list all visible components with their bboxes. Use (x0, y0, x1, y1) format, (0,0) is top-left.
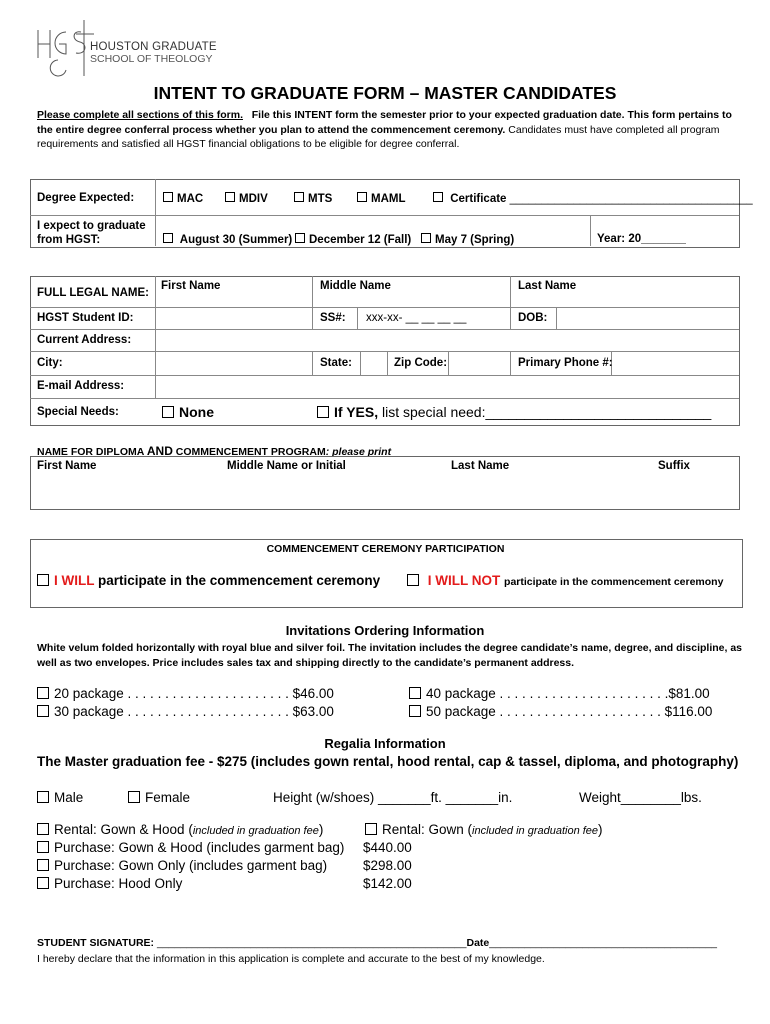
checkbox-icon[interactable] (37, 877, 49, 889)
checkbox-icon[interactable] (409, 687, 421, 699)
last-name-field[interactable]: Last Name (518, 280, 577, 292)
checkbox-icon[interactable] (357, 192, 367, 202)
purchase-gown-hood[interactable]: Purchase: Gown & Hood (includes garment bag) (37, 840, 344, 855)
package-40[interactable]: 40 package . . . . . . . . . . . . . . . . . . . . . . .$81.00 (409, 686, 710, 701)
intro-paragraph (37, 108, 732, 152)
graduation-label: I expect to graduate from HGST: (37, 220, 146, 246)
degree-option-mdiv[interactable]: MDIV (225, 192, 268, 205)
school-name-line2: SCHOOL OF THEOLOGY (90, 53, 213, 65)
checkbox-icon[interactable] (37, 841, 49, 853)
ss-label: SS#: (320, 312, 346, 324)
checkbox-icon[interactable] (37, 823, 49, 835)
student-id-label: HGST Student ID: (37, 312, 134, 324)
special-needs-yes[interactable]: If YES, list special need:_____________________________ (317, 404, 711, 420)
intro-lead: Please complete all sections of this form. (37, 109, 243, 121)
diploma-last-name: Last Name (451, 460, 510, 472)
purchase-hood-only[interactable]: Purchase: Hood Only (37, 876, 182, 891)
checkbox-icon[interactable] (37, 791, 49, 803)
package-50[interactable]: 50 package . . . . . . . . . . . . . . . . . . . . . . $116.00 (409, 704, 712, 719)
intro-line3: requirements and satisfied all HGST financial obligations to be eligible for degree conferral. (37, 138, 460, 150)
checkbox-icon[interactable] (37, 574, 49, 586)
ceremony-will-not-option[interactable]: I WILL NOT participate in the commencement ceremony (407, 573, 723, 588)
diploma-box[interactable] (30, 456, 740, 510)
intro-line2-bold: the entire degree conferral process whether you plan to attend the commencement ceremony. (37, 123, 506, 136)
checkbox-icon[interactable] (295, 233, 305, 243)
checkbox-icon[interactable] (365, 823, 377, 835)
ceremony-will-option[interactable]: I WILL participate in the commencement ceremony (37, 573, 380, 588)
package-30[interactable]: 30 package . . . . . . . . . . . . . . . . . . . . . . $63.00 (37, 704, 334, 719)
degree-label: Degree Expected: (37, 192, 135, 204)
checkbox-icon[interactable] (407, 574, 419, 586)
special-needs-none[interactable]: None (162, 404, 214, 420)
graduation-year[interactable]: Year: 20_______ (597, 233, 686, 245)
checkbox-icon[interactable] (421, 233, 431, 243)
rental-gown-hood[interactable]: Rental: Gown & Hood (included in graduation fee) (37, 822, 323, 837)
dob-label: DOB: (518, 312, 548, 324)
checkbox-icon[interactable] (128, 791, 140, 803)
degree-option-certificate[interactable]: Certificate ______________________________________ (433, 192, 753, 205)
intro-line1: File this INTENT form the semester prior to your expected graduation date. This form pertains to (251, 109, 732, 121)
regalia-heading: Regalia Information (324, 736, 446, 751)
purchase-hood-only-price: $142.00 (363, 876, 412, 891)
current-address-label: Current Address: (37, 334, 132, 346)
purchase-gown-only[interactable]: Purchase: Gown Only (includes garment bag) (37, 858, 327, 873)
diploma-heading: NAME FOR DIPLOMA AND COMMENCEMENT PROGRAM: please print (37, 444, 392, 458)
checkbox-icon[interactable] (163, 192, 173, 202)
checkbox-icon[interactable] (433, 192, 443, 202)
grad-option-summer[interactable]: August 30 (Summer) (163, 233, 292, 246)
gender-male[interactable]: Male (37, 790, 83, 805)
height-field[interactable]: Height (w/shoes) _______ft. _______in. (273, 790, 513, 805)
full-legal-name-label: FULL LEGAL NAME: (37, 287, 150, 299)
first-name-field[interactable]: First Name (161, 280, 221, 292)
checkbox-icon[interactable] (294, 192, 304, 202)
state-label: State: (320, 357, 352, 369)
weight-field[interactable]: Weight________lbs. (579, 790, 702, 805)
ss-field[interactable]: xxx-xx- __ __ __ __ (366, 312, 467, 324)
gender-female[interactable]: Female (128, 790, 190, 805)
zip-label: Zip Code: (394, 357, 448, 369)
purchase-gown-only-price: $298.00 (363, 858, 412, 873)
ceremony-heading: COMMENCEMENT CEREMONY PARTICIPATION (266, 543, 505, 555)
city-label: City: (37, 357, 63, 369)
middle-name-field[interactable]: Middle Name (320, 280, 391, 292)
degree-option-maml[interactable]: MAML (357, 192, 406, 205)
checkbox-icon[interactable] (163, 233, 173, 243)
phone-label: Primary Phone #: (518, 357, 613, 369)
checkbox-icon[interactable] (37, 859, 49, 871)
grad-option-fall[interactable]: December 12 (Fall) (295, 233, 411, 246)
checkbox-icon[interactable] (37, 705, 49, 717)
hgst-logo (36, 20, 217, 78)
signature-line[interactable]: STUDENT SIGNATURE: _____________________________________________________Date_______________________________________ (37, 937, 717, 949)
diploma-suffix: Suffix (658, 460, 690, 472)
degree-option-mts[interactable]: MTS (294, 192, 332, 205)
invitations-description: White velum folded horizontally with royal blue and silver foil. The invitation includes the degree candidate’s name, degree, and discipline, as well as two envelopes. Price includes sales tax and shipping directly to the candidate’s permanent address. (37, 642, 743, 669)
checkbox-icon[interactable] (317, 406, 329, 418)
invitations-heading: Invitations Ordering Information (285, 623, 485, 638)
regalia-fee: The Master graduation fee - $275 (includes gown rental, hood rental, cap & tassel, diploma, and photography) (37, 754, 739, 769)
checkbox-icon[interactable] (409, 705, 421, 717)
intro-line2-normal: Candidates must have completed all program (508, 123, 720, 136)
email-label: E-mail Address: (37, 380, 125, 392)
diploma-first-name: First Name (37, 460, 97, 472)
grad-option-spring[interactable]: May 7 (Spring) (421, 233, 514, 246)
rental-gown[interactable]: Rental: Gown (included in graduation fee) (365, 822, 603, 837)
purchase-gown-hood-price: $440.00 (363, 840, 412, 855)
checkbox-icon[interactable] (162, 406, 174, 418)
declaration-text: I hereby declare that the information in this application is complete and accurate to the best of my knowledge. (37, 953, 545, 965)
checkbox-icon[interactable] (37, 687, 49, 699)
school-name-line1: HOUSTON GRADUATE (90, 41, 217, 53)
hgst-logo-mark (36, 20, 96, 78)
special-needs-label: Special Needs: (37, 406, 119, 418)
package-20[interactable]: 20 package . . . . . . . . . . . . . . . . . . . . . . $46.00 (37, 686, 334, 701)
degree-option-mac[interactable]: MAC (163, 192, 203, 205)
diploma-middle: Middle Name or Initial (227, 460, 346, 472)
page-title: INTENT TO GRADUATE FORM – MASTER CANDIDATES (153, 83, 617, 103)
checkbox-icon[interactable] (225, 192, 235, 202)
